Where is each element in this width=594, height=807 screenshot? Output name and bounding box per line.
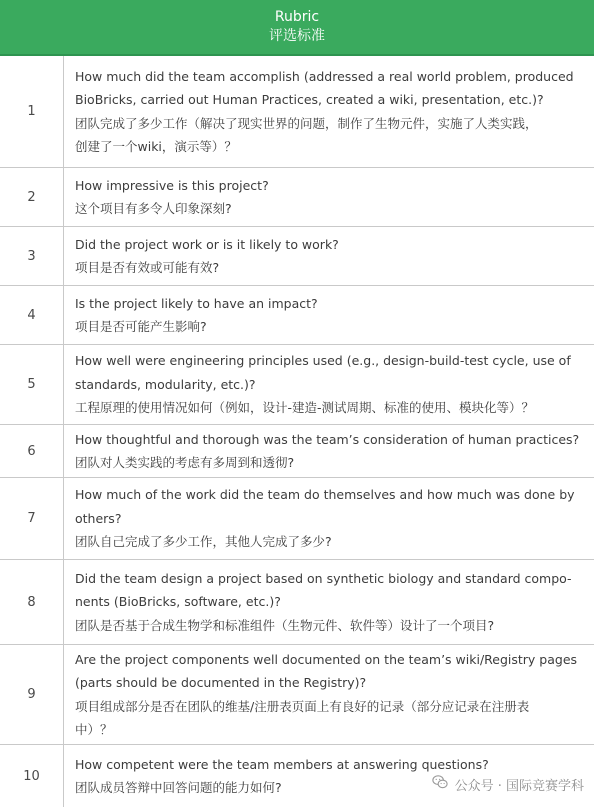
row-number: 10 bbox=[0, 745, 64, 807]
row-content bbox=[64, 286, 594, 344]
table-row bbox=[0, 560, 594, 645]
row-line: standards, modularity, etc.)? bbox=[75, 376, 256, 392]
row-line: Is the project likely to have an impact? bbox=[75, 295, 318, 311]
row-line: 团队对人类实践的考虑有多周到和透彻? bbox=[75, 455, 295, 470]
row-number: 4 bbox=[0, 286, 64, 344]
table-row bbox=[0, 345, 594, 425]
row-line: 团队自己完成了多少工作，其他人完成了多少? bbox=[75, 534, 332, 550]
row-line: others? bbox=[75, 510, 122, 526]
row-line: Are the project components well documented on the team’s wiki/Registry pages bbox=[75, 651, 578, 667]
row-line: Did the team design a project based on synthetic biology and standard compo- bbox=[75, 570, 572, 586]
row-line: How much of the work did the team do themselves and how much was done by bbox=[75, 487, 575, 503]
row-line: (parts should be documented in the Registry)? bbox=[75, 675, 367, 690]
row-line: Did the project work or is it likely to work? bbox=[75, 236, 339, 252]
row-content bbox=[64, 478, 594, 559]
row-line: 项目是否有效或可能有效? bbox=[75, 260, 220, 275]
table-header bbox=[0, 0, 594, 56]
row-content bbox=[64, 345, 594, 424]
watermark bbox=[431, 773, 584, 795]
row-content bbox=[64, 645, 594, 744]
row-number: 5 bbox=[0, 345, 64, 424]
row-line: 团队是否基于合成生物学和标准组件（生物元件、软件等）设计了一个项目? bbox=[75, 617, 495, 633]
row-line: 项目是否可能产生影响? bbox=[75, 319, 207, 334]
row-line: 工程原理的使用情况如何（例如，设计-建造-测试周期、标准的使用、模块化等）？ bbox=[75, 400, 535, 416]
row-line: 项目组成部分是否在团队的维基/注册表页面上有良好的记录（部分应记录在注册表 bbox=[75, 698, 530, 714]
row-number: 9 bbox=[0, 645, 64, 744]
row-line: 团队完成了多少工作（解决了现实世界的问题，制作了生物元件，实施了人类实践， bbox=[75, 115, 538, 131]
row-line: How much did the team accomplish (addressed a real world problem, produced bbox=[75, 68, 574, 84]
row-number: 3 bbox=[0, 227, 64, 285]
row-content bbox=[64, 168, 594, 226]
table-row bbox=[0, 425, 594, 478]
row-line: 团队成员答辩中回答问题的能力如何? bbox=[75, 780, 282, 795]
table-row bbox=[0, 56, 594, 168]
row-number: 6 bbox=[0, 425, 64, 477]
row-number: 8 bbox=[0, 560, 64, 644]
table-row bbox=[0, 645, 594, 745]
table-row bbox=[0, 478, 594, 560]
row-number: 1 bbox=[0, 56, 64, 167]
table-row bbox=[0, 227, 594, 286]
table-row bbox=[0, 286, 594, 345]
row-content bbox=[64, 227, 594, 285]
watermark-text: 公众号 · 国际竞赛学科 bbox=[454, 778, 584, 794]
row-content bbox=[64, 56, 594, 167]
row-number: 2 bbox=[0, 168, 64, 226]
table-row bbox=[0, 168, 594, 227]
row-line: How thoughtful and thorough was the team’s consideration of human practices? bbox=[75, 431, 580, 447]
row-line: How competent were the team members at answering questions? bbox=[75, 756, 489, 772]
row-number: 7 bbox=[0, 478, 64, 559]
row-line: BioBricks, carried out Human Practices, created a wiki, presentation, etc.)? bbox=[75, 92, 544, 107]
row-line: How well were engineering principles used (e.g., design-build-test cycle, use of bbox=[75, 353, 571, 369]
row-line: How impressive is this project? bbox=[75, 177, 269, 193]
header-title-zh: 评选标准 bbox=[269, 28, 325, 44]
row-line: 这个项目有多令人印象深刻? bbox=[75, 201, 232, 216]
row-content bbox=[64, 560, 594, 644]
row-line: 创建了一个wiki，演示等）？ bbox=[75, 139, 237, 154]
wechat-icon bbox=[431, 773, 449, 795]
header-title-en: Rubric bbox=[274, 9, 320, 25]
row-content bbox=[64, 425, 594, 477]
row-line: 中）？ bbox=[75, 722, 113, 737]
row-line: nents (BioBricks, software, etc.)? bbox=[75, 594, 281, 610]
